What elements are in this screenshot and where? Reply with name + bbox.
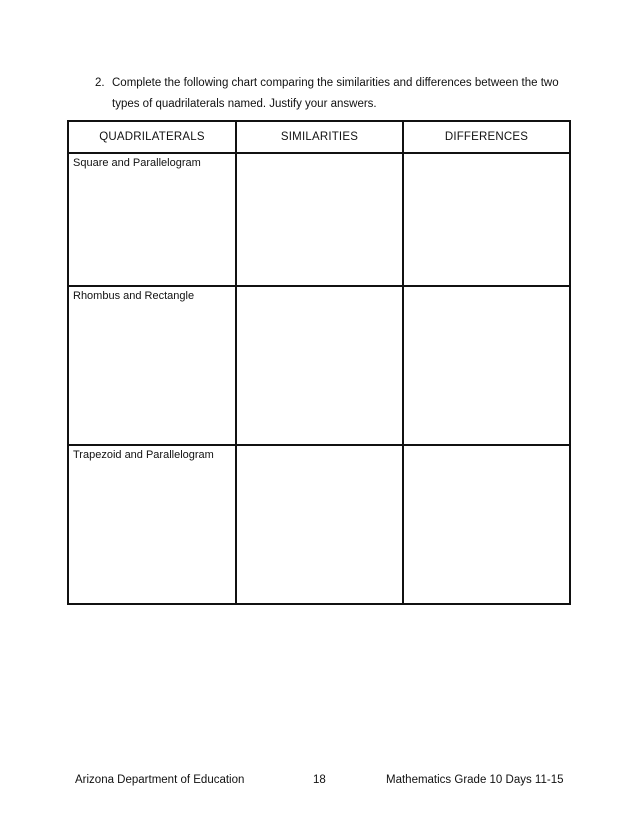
differences-cell-rhombus-rectangle[interactable]: [403, 286, 570, 445]
header-quadrilaterals: QUADRILATERALS: [68, 121, 236, 153]
footer-publisher: Arizona Department of Education: [75, 774, 245, 786]
similarities-cell-trapezoid-parallelogram[interactable]: [236, 445, 403, 604]
similarities-cell-square-parallelogram[interactable]: [236, 153, 403, 286]
differences-cell-trapezoid-parallelogram[interactable]: [403, 445, 570, 604]
instruction-text: [95, 73, 575, 115]
row-label-rhombus-rectangle: Rhombus and Rectangle: [68, 286, 236, 445]
row-label-trapezoid-parallelogram: Trapezoid and Parallelogram: [68, 445, 236, 604]
similarities-cell-rhombus-rectangle[interactable]: [236, 286, 403, 445]
table-row: [68, 153, 570, 286]
instruction-line-1: Complete the following chart comparing the similarities and differences between the two: [112, 77, 559, 89]
table-header-row: [68, 121, 570, 153]
instruction-line-2: types of quadrilaterals named. Justify your answers.: [112, 98, 377, 110]
differences-cell-square-parallelogram[interactable]: [403, 153, 570, 286]
footer-page-number: 18: [313, 774, 326, 786]
header-differences: DIFFERENCES: [403, 121, 570, 153]
table-row: [68, 445, 570, 604]
footer-course-title: Mathematics Grade 10 Days 11-15: [386, 774, 564, 786]
row-label-square-parallelogram: Square and Parallelogram: [68, 153, 236, 286]
table-row: [68, 286, 570, 445]
question-number: 2.: [95, 77, 105, 89]
comparison-chart: [67, 120, 571, 605]
header-similarities: SIMILARITIES: [236, 121, 403, 153]
